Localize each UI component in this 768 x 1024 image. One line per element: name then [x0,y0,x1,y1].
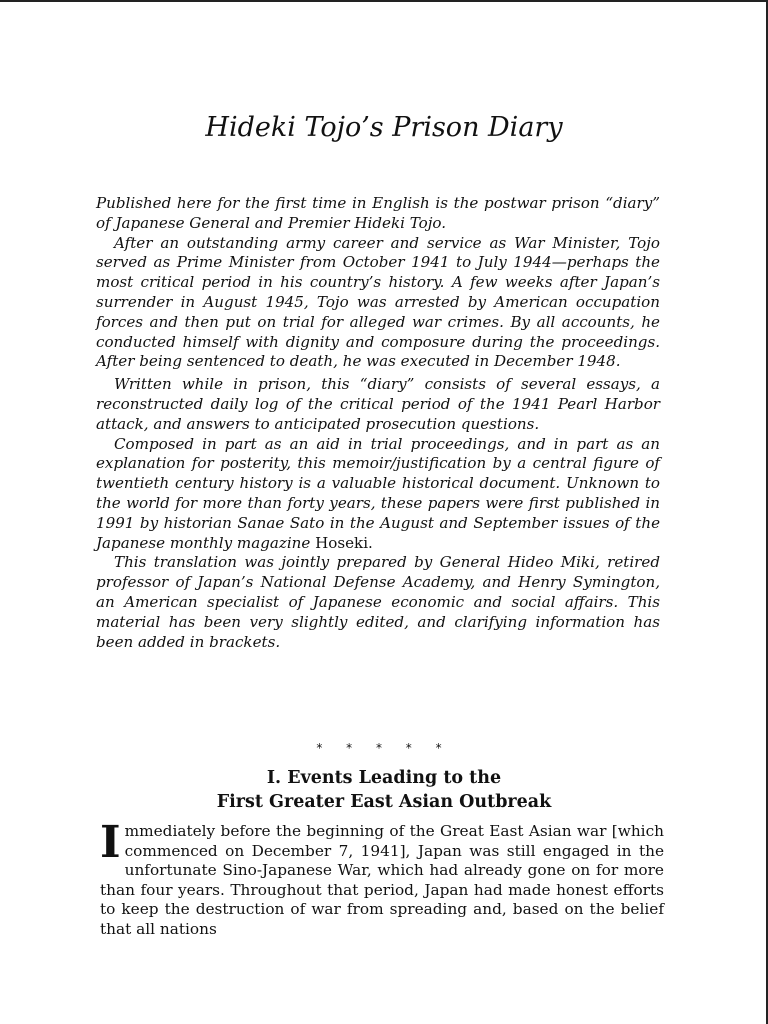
body-paragraph-text: mmediately before the beginning of the Great East Asian war [which commenced on December 7, 1941], Japan was still engaged in the unfortunate Sino-Japanese War, which had already gone on for more than four years. Throughout that period, Japan had made honest efforts to keep the destruction of war from spreading and, based on the belief that all nations [100,822,664,938]
intro-paragraph-4-text: Composed in part as an aid in trial proceedings, and in part as an explanation for posterity, this memoir/justification by a central figure of twentieth century history is a valuable historical document. Unknown to the world for more than forty years, these papers were first published in 1991 by historian Sanae Sato in the August and September issues of the Japanese monthly magazine [96,434,660,552]
intro-paragraph-4 [96,435,660,554]
section-heading [0,766,768,814]
article-title: Hideki Tojo’s Prison Diary [205,112,563,143]
section-heading-line-1: I. Events Leading to the [266,768,502,788]
intro-paragraph-5: This translation was jointly prepared by General Hideo Miki, retired professor of Japan’s National Defense Academy, and Henry Symington, an American specialist of Japanese economic and social affairs. This material has been very slightly edited, and clarifying information has been added in brackets. [96,553,660,651]
section-heading-line-2: First Greater East Asian Outbreak [216,792,552,812]
drop-cap: I [100,817,121,868]
intro-paragraph-2: After an outstanding army career and service as War Minister, Tojo served as Prime Minister from October 1941 to July 1944—perhaps the most critical period in his country’s history. A few weeks after Japan’s surrender in August 1945, Tojo was arrested by American occupation forces and then put on trial for alleged war crimes. By all accounts, he conducted himself with dignity and composure during the proceedings. After being sentenced to death, he was executed in December 1948. [96,233,660,371]
intro-section [96,194,660,652]
body-paragraph [100,817,664,940]
section-separator: * * * * * [316,741,452,755]
magazine-name: Hoseki. [315,533,373,552]
intro-paragraph-3: Written while in prison, this “diary” consists of several essays, a reconstructed daily log of the critical period of the 1941 Pearl Harbor attack, and answers to anticipated prosecution questions. [96,375,660,433]
intro-paragraph-1: Published here for the first time in English is the postwar prison “diary” of Japanese General and Premier Hideki Tojo. [96,194,660,232]
